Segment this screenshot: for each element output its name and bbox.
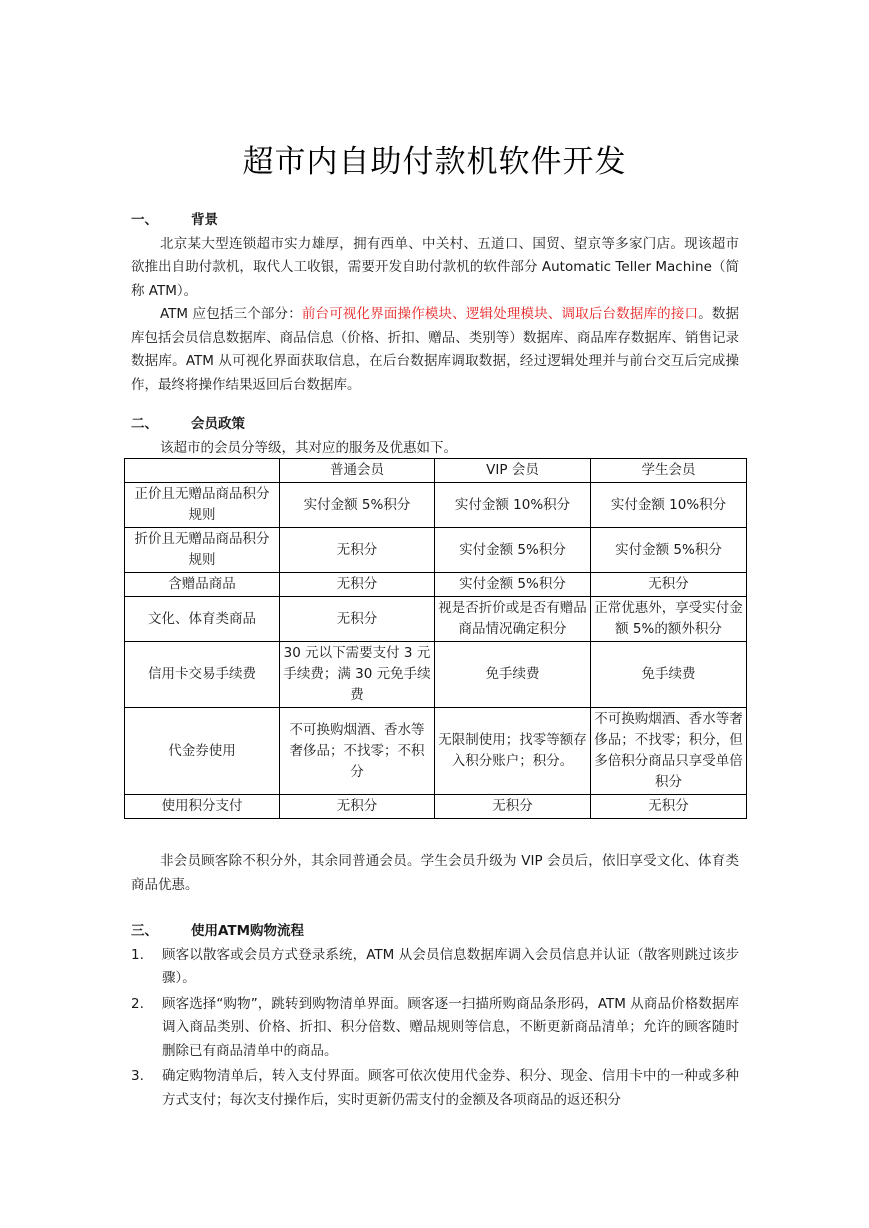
section-title: 会员政策 [191,416,245,432]
table-cell: 无积分 [280,597,435,642]
paragraph-text: ATM 应包括三个部分： [160,306,302,322]
section-heading [131,209,739,233]
table-cell: 实付金额 10%积分 [591,483,747,528]
table-row [125,642,747,708]
table-cell: 无积分 [591,795,747,819]
policy-note-block [131,850,739,897]
table-cell: 无积分 [280,573,435,597]
page-title: 超市内自助付款机软件开发 [242,144,627,180]
table-header-cell: VIP 会员 [435,459,591,483]
table-row-label: 含赠品商品 [125,573,280,597]
section-title: 背景 [191,212,218,228]
step-number: 3. [131,1068,144,1084]
membership-policy-table [124,458,747,819]
table-header-cell: 普通会员 [280,459,435,483]
section-background [131,209,739,397]
table-header-cell: 学生会员 [591,459,747,483]
table-cell: 不可换购烟酒、香水等奢侈品；不找零；不积分 [280,708,435,795]
step-number: 1. [131,946,144,963]
table-cell: 无积分 [435,795,591,819]
section-number: 三、 [131,923,158,939]
flow-steps-list [131,944,739,1113]
policy-note: 非会员顾客除不积分外，其余同普通会员。学生会员升级为 VIP 会员后，依旧享受文化、体育类商品优惠。 [131,853,739,893]
table-cell: 正常优惠外，享受实付金额 5%的额外积分 [591,597,747,642]
table-cell: 无积分 [591,573,747,597]
paragraph-text: 。数据库包括会员信息数据库、商品信息（价格、折扣、赠品、类别等）数据库、商品库存数据库、销售记录数据库。ATM 从可视化界面获取信息，在后台数据库调取数据，经过逻辑处理并与前台交互后完成操作，最终将操作结果返回后台数据库。 [131,306,740,393]
table-cell: 30 元以下需要支付 3 元手续费；满 30 元免手续费 [280,642,435,708]
table-row-label: 代金券使用 [125,708,280,795]
step-number: 2. [131,995,144,1012]
table-row-label: 折价且无赠品商品积分规则 [125,528,280,573]
step-text: 顾客选择“购物”，跳转到购物清单界面。顾客逐一扫描所购商品条形码，ATM 从商品价格数据库调入商品类别、价格、折扣、积分倍数、赠品规则等信息，不断更新商品清单；允许的顾客随时删除已有商品清单中的商品。 [162,995,739,1059]
background-paragraph-2 [131,303,739,397]
table-cell: 免手续费 [591,642,747,708]
table-cell: 免手续费 [435,642,591,708]
step-text: 顾客以散客或会员方式登录系统，ATM 从会员信息数据库调入会员信息并认证（散客则跳过该步骤）。 [162,946,739,986]
flow-step [131,993,739,1064]
table-cell: 实付金额 5%积分 [280,483,435,528]
table-row-label: 信用卡交易手续费 [125,642,280,708]
flow-step [131,944,739,991]
table-row-label: 正价且无赠品商品积分规则 [125,483,280,528]
section-heading [131,413,739,437]
table-cell: 无积分 [280,795,435,819]
table-cell: 视是否折价或是否有赠品商品情况确定积分 [435,597,591,642]
table-cell: 不可换购烟酒、香水等奢侈品；不找零；积分，但多倍积分商品只享受单倍积分 [591,708,747,795]
table-row-label: 文化、体育类商品 [125,597,280,642]
table-row [125,573,747,597]
table-row [125,708,747,795]
table-cell: 无积分 [280,528,435,573]
section-flow [131,920,739,1114]
table-row [125,483,747,528]
section-title: 使用ATM购物流程 [191,923,305,939]
table-cell: 实付金额 5%积分 [591,528,747,573]
step-text: 确定购物清单后，转入支付界面。顾客可依次使用代金券、积分、现金、信用卡中的一种或多种方式支付；每次支付操作后，实时更新仍需支付的金额及各项商品的返还积分 [162,1068,739,1108]
table-row [125,795,747,819]
section-policy [131,413,739,460]
section-number: 二、 [131,416,158,432]
flow-step [131,1065,739,1112]
section-heading [131,920,739,944]
table-cell: 无限制使用；找零等额存入积分账户；积分。 [435,708,591,795]
background-paragraph-1: 北京某大型连锁超市实力雄厚，拥有西单、中关村、五道口、国贸、望京等多家门店。现该超市欲推出自助付款机，取代人工收银，需要开发自助付款机的软件部分 Automatic Teller Machine（简称 ATM）。 [131,235,739,299]
section-number: 一、 [131,212,158,228]
table-row-label: 使用积分支付 [125,795,280,819]
highlighted-text: 前台可视化界面操作模块、逻辑处理模块、调取后台数据库的接口 [301,306,699,322]
table-cell: 实付金额 5%积分 [435,573,591,597]
table-cell: 实付金额 5%积分 [435,528,591,573]
table-row [125,597,747,642]
table-row [125,528,747,573]
table-header-row [125,459,747,483]
table-header-cell [125,459,280,483]
policy-intro: 该超市的会员分等级，其对应的服务及优惠如下。 [160,439,457,456]
table-cell: 实付金额 10%积分 [435,483,591,528]
